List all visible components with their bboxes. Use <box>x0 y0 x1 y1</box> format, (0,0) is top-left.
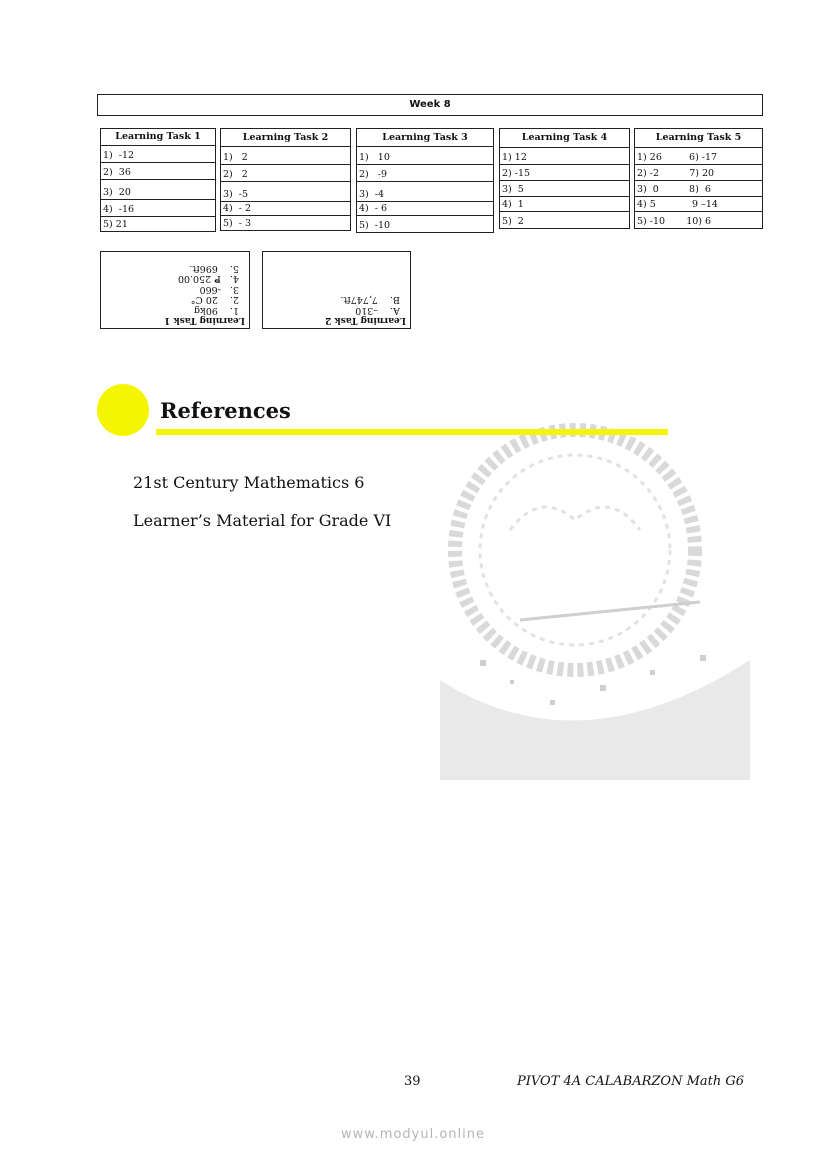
task-row: 4) - 6 <box>357 202 493 216</box>
task-row: 5) -10 10) 6 <box>637 216 712 227</box>
task-title: Learning Task 5 <box>635 129 762 148</box>
task-row: 3) -4 <box>357 182 493 202</box>
reference-item: Learner’s Material for Grade VI <box>133 511 392 530</box>
answer-line: 1. 90kg <box>193 305 239 316</box>
task-row: 2) -9 <box>357 165 493 182</box>
upside-down-answer-box-1 <box>100 251 250 329</box>
task-row: 4) 1 <box>500 197 629 212</box>
task-title: Learning Task 4 <box>500 129 629 148</box>
task-row: 3) 0 8) 6 <box>635 181 762 197</box>
task-title: Learning Task 2 <box>221 129 350 147</box>
answer-line: 3. -660 <box>199 284 239 295</box>
task-row: 3) 5 <box>500 181 629 197</box>
task-title: Learning Task 3 <box>357 129 493 147</box>
task-row: 1) 10 <box>357 147 493 165</box>
task-row: 3) -5 <box>221 182 350 202</box>
site-watermark: www.modyul.online <box>340 1127 486 1142</box>
task-row: 1) 2 <box>221 147 350 165</box>
answer-line: A. –310 <box>355 305 400 316</box>
references-heading: References <box>160 398 291 423</box>
task-box-4 <box>499 128 630 229</box>
upside-down-answer-box-2 <box>262 251 411 329</box>
task-row: 5) 21 <box>103 219 128 230</box>
task-row: 5) -10 <box>359 220 391 231</box>
task-row: 5) 2 <box>502 216 524 227</box>
task-row: 2) 36 <box>101 163 215 180</box>
answer-line: 5. 696ft. <box>189 263 239 274</box>
task-row: 5) - 3 <box>223 218 252 229</box>
answer-box-title: Learning Task 1 <box>164 315 245 325</box>
page-number: 39 <box>404 1074 421 1089</box>
section-bullet-icon <box>97 384 149 436</box>
week-header: Week 8 <box>97 94 763 116</box>
seal-watermark-icon <box>400 380 750 780</box>
task-box-3 <box>356 128 494 233</box>
task-row: 1) -12 <box>101 146 215 163</box>
task-row: 2) -15 <box>500 165 629 181</box>
answer-box-title: Learning Task 2 <box>325 315 406 325</box>
task-box-5 <box>634 128 763 229</box>
reference-item: 21st Century Mathematics 6 <box>133 473 365 492</box>
task-box-1 <box>100 128 216 232</box>
answer-line: 4. ₱ 250.00 <box>177 273 239 285</box>
task-row: 4) 5 9 –14 <box>635 197 762 212</box>
task-row: 3) 20 <box>101 180 215 200</box>
task-row: 2) -2 7) 20 <box>635 165 762 181</box>
task-row: 1) 26 6) -17 <box>635 148 762 165</box>
task-row: 2) 2 <box>221 165 350 182</box>
footer-title: PIVOT 4A CALABARZON Math G6 <box>517 1074 745 1089</box>
answer-line: B. 7,747ft. <box>340 294 400 306</box>
task-row: 4) -16 <box>101 200 215 217</box>
task-row: 4) - 2 <box>221 202 350 216</box>
heading-underline <box>156 429 668 435</box>
task-row: 1) 12 <box>500 148 629 165</box>
task-box-2 <box>220 128 351 231</box>
task-title: Learning Task 1 <box>101 129 215 146</box>
answer-line: 2. 20 C° <box>190 294 239 306</box>
